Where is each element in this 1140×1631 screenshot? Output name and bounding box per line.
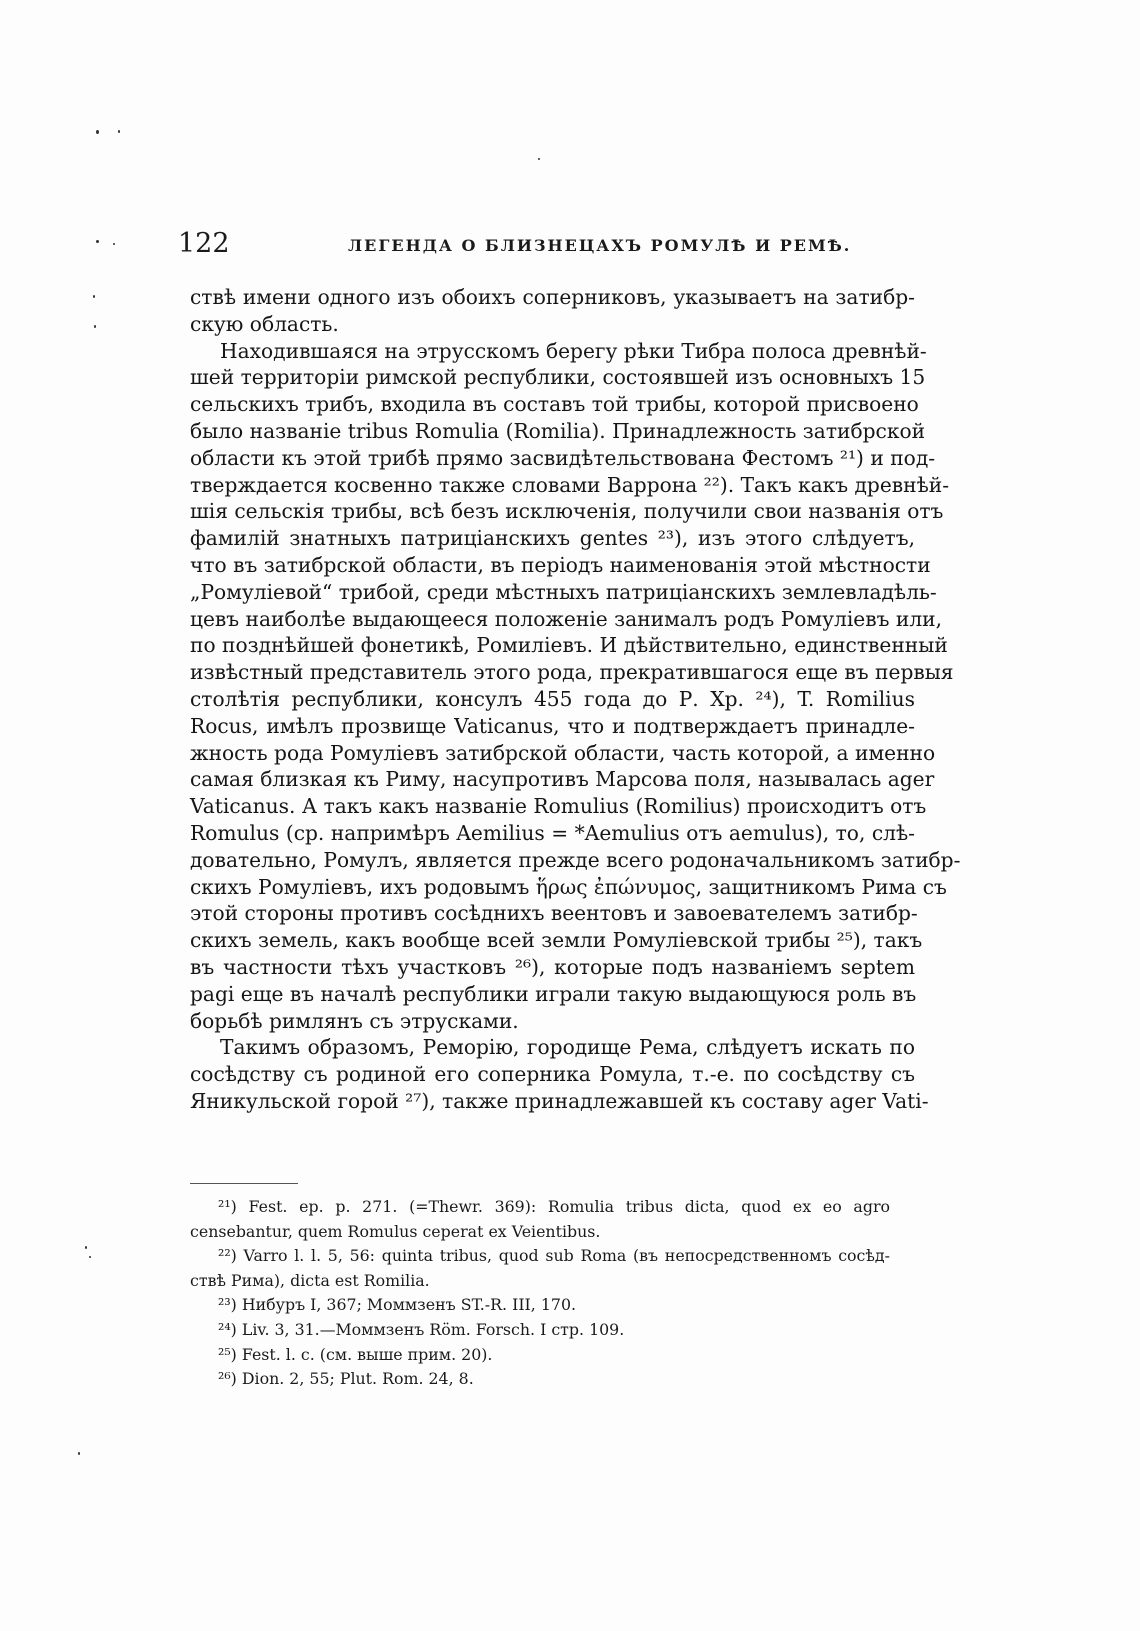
footnote-line: ²²) Varro l. l. 5, 56: quinta tribus, quod sub Roma (въ непосредственномъ сосѣд- [218,1246,890,1266]
text-line: Находившаяся на этрусскомъ берегу рѣки Тибра полоса древнѣй- [220,338,927,363]
footnote-line: ²³) Нибуръ I, 367; Моммзенъ ST.-R. III, 170. [218,1295,577,1315]
text-line: Rocus, имѣлъ прозвище Vaticanus, что и подтверждаетъ принадле- [190,713,915,738]
scan-speck [93,295,95,298]
text-line: области къ этой трибѣ прямо засвидѣтельствована Фестомъ ²¹) и под- [190,445,936,470]
text-line: столѣтія республики, консулъ 455 года до Р. Хр. ²⁴), T. Romilius [190,686,915,711]
text-line: цевъ наиболѣе выдающееся положеніе занималъ родъ Ромуліевъ или, [190,606,943,631]
text-line: по позднѣйшей фонетикѣ, Ромиліевъ. И дѣйствительно, единственный [190,633,948,658]
footnote-line: ²⁶) Dion. 2, 55; Plut. Rom. 24, 8. [218,1369,474,1389]
text-line: довательно, Ромулъ, является прежде всего родоначальникомъ затибр- [190,847,961,872]
text-line: скихъ Ромуліевъ, ихъ родовымъ ἥρως ἐπώνυμος, защитникомъ Рима съ [190,874,947,899]
scan-speck [118,130,120,133]
text-line: pagi еще въ началѣ республики играли такую выдающуюся роль въ [190,981,917,1006]
footnote-line: ²⁴) Liv. 3, 31.—Моммзенъ Röm. Forsch. I стр. 109. [218,1319,625,1339]
scan-speck [78,1452,80,1455]
text-line: Такимъ образомъ, Реморію, городище Рема, слѣдуетъ искать по [220,1035,915,1060]
main-text [190,284,961,1115]
text-line: скую область. [190,311,339,336]
scan-speck [113,243,115,245]
text-line: Romulus (ср. напримѣръ Aemilius = *Aemulius отъ aemulus), то, слѣ- [190,820,915,845]
text-line: сельскихъ трибъ, входила въ составъ той трибы, которой присвоено [190,392,919,417]
text-line: фамилій знатныхъ патриціанскихъ gentes ²³), изъ этого слѣдуетъ, [190,526,915,551]
text-line: шей территоріи римской республики, состоявшей изъ основныхъ 15 [190,365,926,390]
text-line: Vaticanus. А такъ какъ названіе Romulius (Romilius) происходитъ отъ [190,794,927,819]
footnote-line: censebantur, quem Romulus ceperat ex Veientibus. [190,1221,601,1241]
footnote-line: ствѣ Рима), dicta est Romilia. [190,1270,430,1290]
text-line: скихъ земель, какъ вообще всей земли Ромуліевской трибы ²⁵), такъ [190,928,923,953]
page-header [178,228,920,268]
footnotes [190,1195,890,1392]
footnote-divider [190,1183,298,1184]
text-line: тверждается косвенно также словами Варрона ²²). Такъ какъ древнѣй- [190,472,950,497]
scan-speck [94,325,96,328]
text-line: жность рода Ромуліевъ затибрской области, часть которой, а именно [190,740,936,765]
text-line: въ частности тѣхъ участковъ ²⁶), которые подъ названіемъ septem [190,954,915,979]
footnote-line: ²¹) Fest. ep. p. 271. (=Thewr. 369): Romulia tribus dicta, quod ex eo agro [218,1197,890,1216]
text-line: самая близкая къ Риму, насупротивъ Марсова поля, называлась ager [190,767,935,792]
page-number: 122 [178,228,230,259]
scan-speck [96,130,99,134]
text-line: что въ затибрской области, въ періодъ наименованія этой мѣстности [190,552,931,577]
text-line: борьбѣ римлянъ съ этрусками. [190,1008,519,1033]
text-line: было названіе tribus Romulia (Romilia). Принадлежность затибрской [190,418,926,443]
scan-speck [85,1246,87,1249]
scan-speck [96,240,99,243]
running-title: ЛЕГЕНДА О БЛИЗНЕЦАХЪ РОМУЛѢ И РЕМѢ. [348,236,852,255]
text-line: Яникульской горой ²⁷), также принадлежавшей къ составу ager Vati- [190,1088,929,1113]
scan-speck [538,158,540,160]
text-line: ствѣ имени одного изъ обоихъ соперниковъ, указываетъ на затибр- [190,285,915,309]
text-line: сосѣдству съ родиной его соперника Ромула, т.-е. по сосѣдству съ [190,1062,915,1087]
text-line: этой стороны противъ сосѣднихъ веентовъ и завоевателемъ затибр- [190,901,918,926]
text-line: шія сельскія трибы, всѣ безъ исключенія, получили свои названія отъ [190,499,944,524]
footnote-line: ²⁵) Fest. l. c. (см. выше прим. 20). [218,1344,493,1364]
text-line: извѣстный представитель этого рода, прекратившагося еще въ первыя [190,660,954,685]
text-line: „Ромуліевой“ трибой, среди мѣстныхъ патриціанскихъ землевладѣль- [190,579,937,604]
scan-speck [89,1256,91,1258]
